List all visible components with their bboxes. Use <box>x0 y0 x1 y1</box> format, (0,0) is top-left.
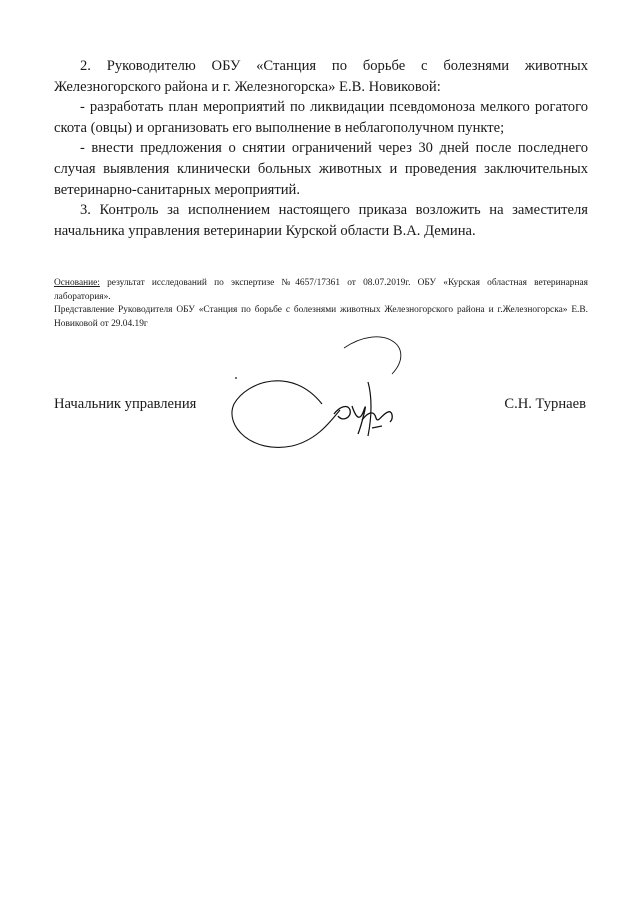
paragraph-2-item-restrictions: - внести предложения о снятии ограничений через 30 дней после последнего случая выявления клинически больных животных и проведения заключительных ветеринарно-санитарных мероприятий. <box>54 140 588 198</box>
basis-label: Основание: <box>54 278 100 288</box>
paragraph-3: 3. Контроль за исполнением настоящего приказа возложить на заместителя начальника управления ветеринарии Курской области В.А. Демина. <box>54 202 588 239</box>
basis-line <box>54 277 588 304</box>
paragraph-2-item-plan: - разработать план мероприятий по ликвидации псевдомоноза мелкого рогатого скота (овцы) и организовать его выполнение в неблагополучном пункте; <box>54 99 588 136</box>
basis-note <box>54 277 588 331</box>
submission-line: Представление Руководителя ОБУ «Станция по борьбе с болезнями животных Железногорского района и г.Железногорска» Е.В. Новиковой от 29.04.19г <box>54 305 588 329</box>
handwritten-signature <box>222 326 422 456</box>
paragraph-2: 2. Руководителю ОБУ «Станция по борьбе с болезнями животных Железногорского района и г. Железногорска» Е.В. Новиковой: <box>54 58 588 95</box>
signatory-title: Начальник управления <box>54 396 197 412</box>
basis-text: результат исследований по экспертизе №4657/17361 от 08.07.2019г. ОБУ «Курская областная ветеринарная лаборатория». <box>54 278 588 302</box>
signatory-name: С.Н. Турнаев <box>504 396 586 412</box>
order-body <box>54 56 588 241</box>
